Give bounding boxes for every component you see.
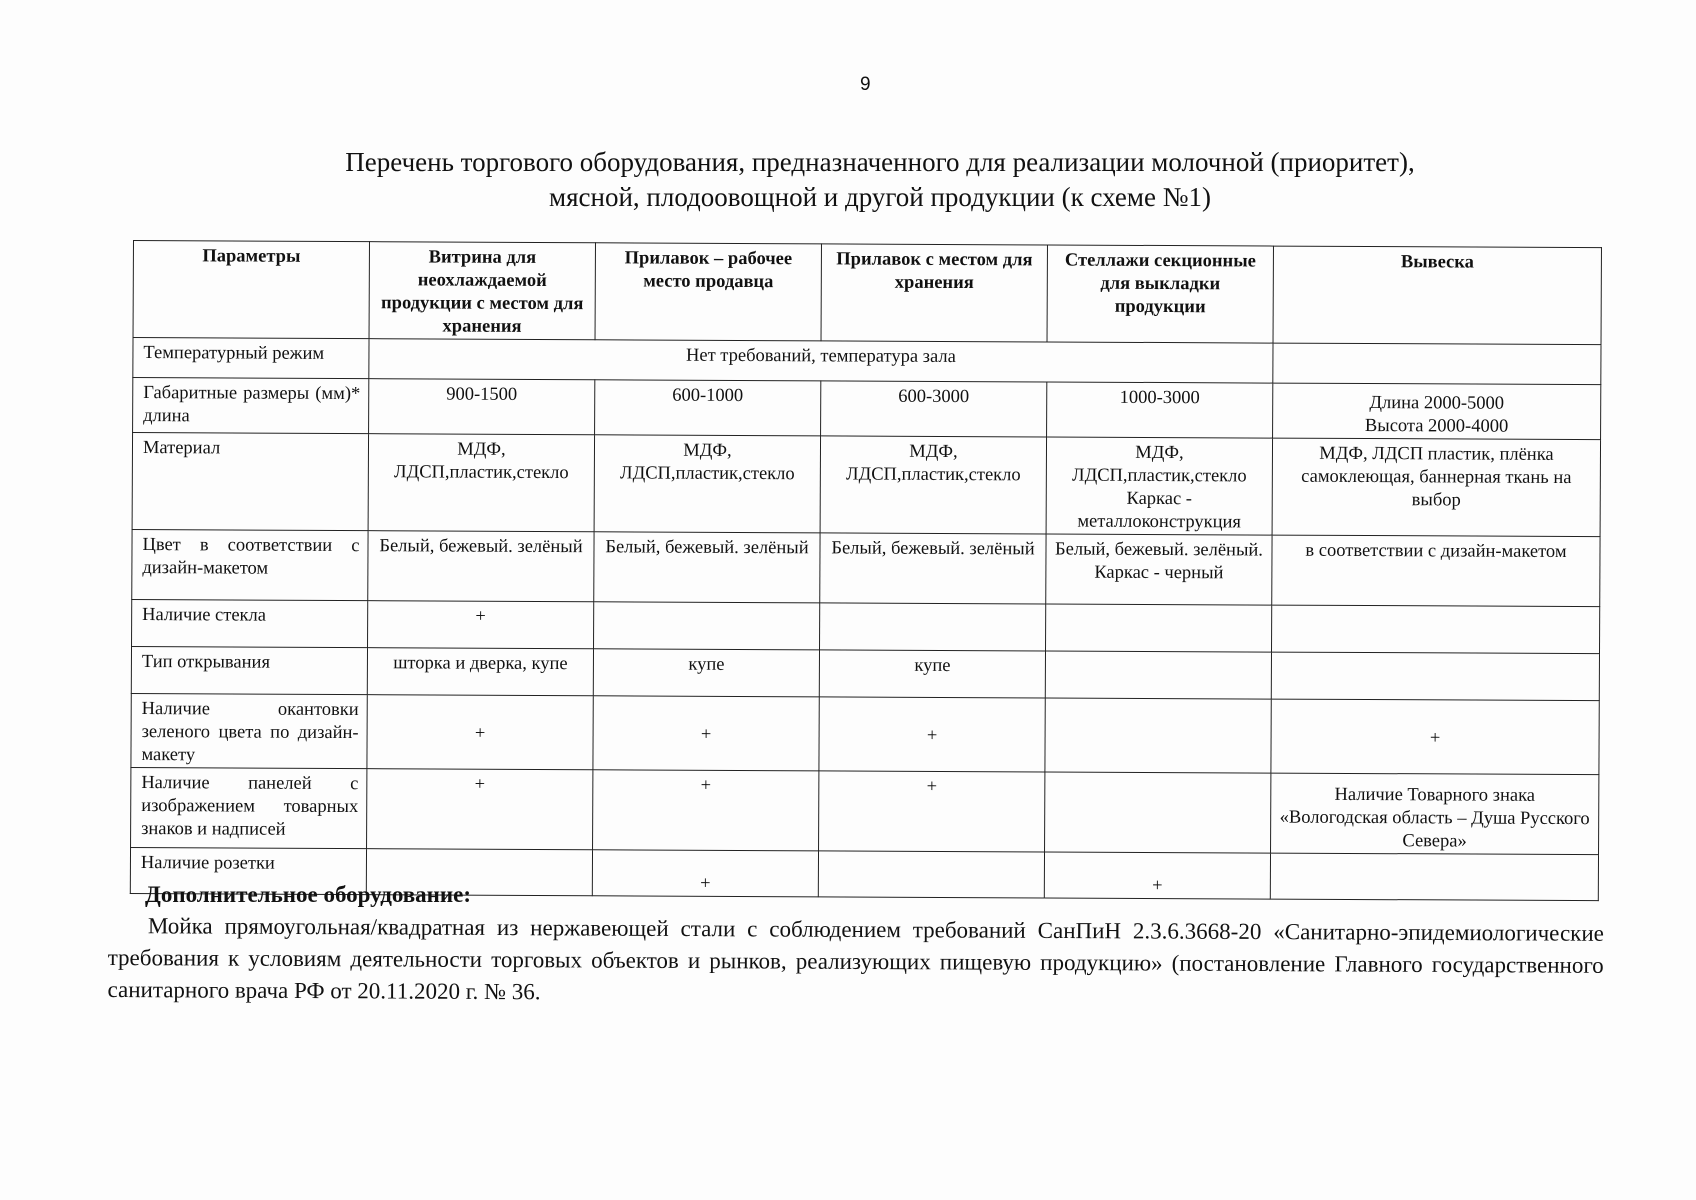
row-label: Наличие панелей с изображением товарных знаков и надписей (131, 767, 367, 848)
table-cell (1273, 343, 1601, 385)
table-cell (594, 602, 820, 650)
table-cell: шторка и дверка, купе (367, 648, 593, 696)
additional-equipment-text: Мойка прямоугольная/квадратная из нержавеющей стали с соблюдением требований СанПиН 2.3.6.3668-20 «Санитарно-эпидемиологические требования к условиям деятельности торговых объектов и рынков, реализующих пищевую продукцию» (постановление Главного государственного санитарного врача РФ от 20.11.2020 г. № 36. (107, 913, 1604, 1005)
table-cell (818, 851, 1044, 898)
table-cell (1045, 698, 1271, 773)
table-cell: + (593, 770, 819, 851)
table-cell (1046, 604, 1272, 652)
table-row (131, 767, 1599, 854)
table-cell: МДФ, ЛДСП,пластик,стекло (594, 435, 820, 533)
table-row (132, 433, 1600, 537)
signboard-height: Высота 2000-4000 (1364, 416, 1509, 437)
table-cell: Нет требований, температура зала (369, 339, 1273, 383)
table-row (131, 693, 1599, 774)
table-row (131, 646, 1599, 700)
row-label: Тип открывания (131, 646, 367, 694)
table-cell: Белый, бежевый. зелёный (368, 531, 594, 602)
table-cell: + (367, 769, 593, 850)
table-row (132, 529, 1600, 606)
header-parameters: Параметры (133, 241, 369, 339)
table-header-row (133, 241, 1601, 345)
row-label: Наличие розетки (130, 847, 366, 894)
table-cell (820, 603, 1046, 651)
table-cell: Белый, бежевый. зелёный. Каркас - черный (1046, 534, 1272, 605)
table-cell: Белый, бежевый. зелёный (594, 532, 820, 603)
table-cell: + (819, 697, 1045, 772)
title-line-2: мясной, плодоовощной и другой продукции (к схеме №1) (549, 182, 1211, 212)
table-row (132, 599, 1600, 653)
additional-equipment-heading: Дополнительное оборудование: (145, 882, 472, 907)
table-cell: + (1044, 852, 1270, 899)
table-cell: 900-1500 (369, 379, 595, 435)
title-line-1: Перечень торгового оборудования, предназначенного для реализации молочной (приоритет), (345, 147, 1415, 177)
header-shelving: Стеллажи секционные для выкладки продукции (1047, 245, 1273, 343)
header-counter-storage: Прилавок с местом для хранения (821, 244, 1047, 342)
row-label: Габаритные размеры (мм)* длина (133, 378, 369, 434)
table-cell: + (368, 601, 594, 649)
row-label: Температурный режим (133, 338, 369, 379)
table-cell: МДФ, ЛДСП,пластик,стекло Каркас - металлоконструкция (1046, 437, 1272, 535)
table-cell: МДФ, ЛДСП,пластик,стекло (820, 436, 1046, 534)
table-cell: 600-3000 (821, 381, 1047, 437)
table-cell (1270, 853, 1598, 901)
row-label: Наличие окантовки зеленого цвета по дизайн-макету (131, 693, 367, 768)
table-cell: купе (593, 649, 819, 697)
row-label: Цвет в соответствии с дизайн-макетом (132, 529, 368, 600)
table-cell (1271, 605, 1599, 654)
table-cell: Наличие Товарного знака «Вологодская область – Душа Русского Севера» (1271, 773, 1599, 855)
table-cell: + (593, 696, 819, 771)
table-cell: в соответствии с дизайн-макетом (1272, 535, 1600, 607)
table-cell: Белый, бежевый. зелёный (820, 533, 1046, 604)
table-row (133, 378, 1601, 440)
table-cell: МДФ, ЛДСП,пластик,стекло (368, 434, 594, 532)
table-cell: МДФ, ЛДСП пластик, плёнка самоклеющая, баннерная ткань на выбор (1272, 438, 1600, 537)
header-counter-workplace: Прилавок – рабочее место продавца (595, 243, 821, 341)
row-label: Наличие стекла (132, 599, 368, 647)
table-cell: + (819, 771, 1045, 852)
page-title (150, 145, 1610, 215)
table-cell: + (592, 850, 818, 897)
header-showcase: Витрина для неохлаждаемой продукции с местом для хранения (369, 242, 595, 340)
signboard-length: Длина 2000-5000 (1369, 393, 1505, 414)
table-cell: + (367, 695, 593, 770)
header-signboard: Вывеска (1273, 246, 1601, 345)
row-label: Материал (132, 433, 368, 531)
equipment-table (130, 240, 1602, 901)
table-cell (1273, 383, 1601, 440)
table-cell (1271, 652, 1599, 701)
table-cell (1045, 772, 1271, 853)
table-cell: + (1271, 699, 1599, 775)
page-number: 9 (860, 74, 871, 95)
table-cell: 1000-3000 (1047, 382, 1273, 438)
table-cell: купе (819, 650, 1045, 698)
table-cell (1045, 651, 1271, 699)
table-cell: 600-1000 (595, 380, 821, 436)
